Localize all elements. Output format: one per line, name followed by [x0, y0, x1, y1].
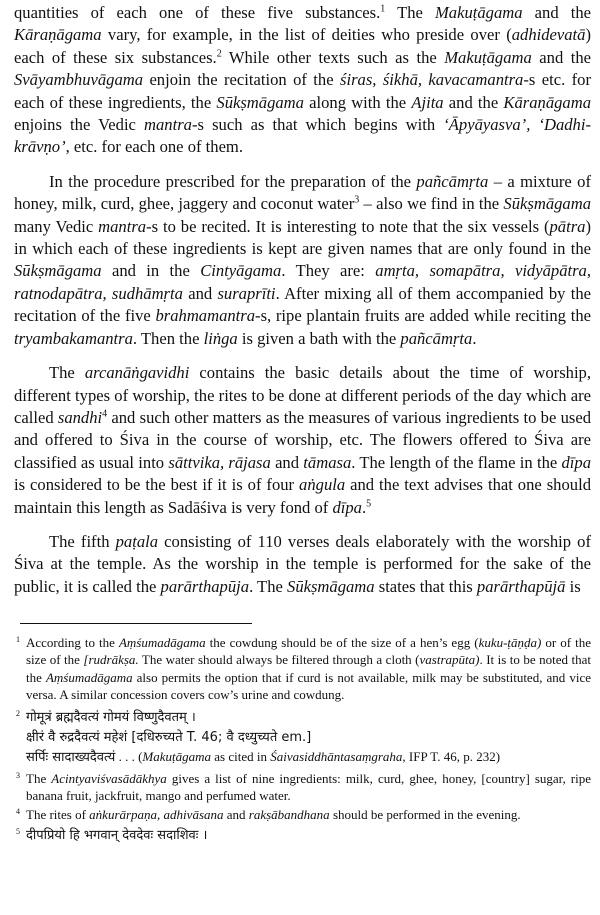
paragraph-3	[14, 362, 591, 519]
text: and the	[443, 92, 504, 112]
text: . Then the	[132, 328, 204, 348]
text: The water should always be filtered through a cloth (	[138, 652, 420, 668]
italic-term: parārthapūjā	[476, 576, 566, 596]
italic-term: pañcāmṛta	[416, 171, 489, 191]
italic-term: arcanāṅgavidhi	[84, 363, 190, 383]
italic-term: Sūkṣmāgama	[14, 261, 102, 281]
italic-term: kuku-ṭāṇḍa)	[478, 635, 542, 651]
italic-term: liṅga	[203, 328, 238, 348]
text: and the	[531, 47, 591, 67]
text: contains the basic details about the time of worship, different types of worship, the rites to be done at different periods of the day which are called	[14, 363, 592, 427]
footnote-2	[16, 708, 591, 767]
text: states that this	[374, 576, 477, 596]
text: According to the	[26, 635, 119, 651]
text: . . . (	[115, 749, 143, 765]
paragraph-2	[14, 171, 591, 350]
italic-term: Makuṭāgama	[434, 3, 523, 22]
text: quantities of each one of these five substances.	[14, 3, 381, 22]
italic-term: dīpa	[332, 497, 362, 517]
italic-term: Kāraṇāgama	[503, 92, 591, 112]
italic-term: parārthapūja	[160, 576, 250, 596]
text: also permits the option that if curd is not available, milk may be substituted, and vice versa. A similar concession covers cow’s urine and cowdung.	[26, 669, 591, 702]
text: The rites of	[26, 806, 90, 822]
footnote-ref-3: 3	[354, 194, 360, 206]
italic-term: rakṣābandhana	[248, 806, 330, 822]
italic-term: Makuṭāgama	[444, 47, 532, 67]
text: . After mixing all of them accompanied by the recitation of the five	[14, 283, 591, 326]
italic-term: paṭala	[115, 531, 159, 551]
text: , IFP T. 46, p. 232)	[402, 749, 501, 765]
paragraph-4	[14, 531, 591, 598]
italic-term: Aṃśumadāgama	[118, 635, 206, 651]
text: .	[472, 328, 477, 348]
text: is considered to be the best if it is of four	[14, 475, 300, 495]
italic-term: tāmasa	[303, 452, 352, 472]
text: or of the size of the	[26, 635, 592, 668]
italic-term: brahmamantra	[155, 306, 256, 326]
text: should be performed in the evening.	[329, 806, 521, 822]
italic-term: Sūkṣmāgama	[287, 576, 375, 596]
text: ) each of these six substances.	[14, 25, 591, 67]
verse-line-2	[26, 728, 591, 746]
text: enjoins the Vedic	[14, 115, 145, 135]
footnote-ref-5: 5	[366, 498, 372, 509]
italic-term: Kāraṇāgama	[14, 25, 102, 45]
devanagari-verse: क्षीरं वै रुद्रदैवत्यं महेशं	[26, 730, 132, 746]
italic-term: ‘Āpyāyasva’, ‘Dadhi-krāvṇo’	[14, 115, 591, 157]
text: – also we find in the	[359, 194, 504, 214]
italic-term: sāttvika, rājasa	[168, 452, 271, 472]
footnote-4	[16, 806, 591, 823]
text: and	[182, 283, 218, 303]
italic-term: Acintyaviśvasādākhya	[51, 770, 167, 786]
italic-term: sandhi	[57, 407, 103, 427]
text: vary, for example, in the list of deities who preside over (	[101, 25, 512, 45]
text: and	[223, 806, 249, 822]
text: . They are:	[281, 261, 376, 281]
text: along with the	[303, 92, 412, 112]
italic-term: mantra	[98, 216, 147, 236]
verse-line-1	[16, 708, 591, 726]
italic-term: Sūkṣmāgama	[216, 92, 304, 112]
italic-term: mantra	[144, 115, 192, 135]
devanagari-verse: दीपप्रियो हि भगवान् देवदेवः सदाशिवः ।	[26, 828, 208, 844]
text: ) in which each of these ingredients is kept are given names that are only found in the	[14, 216, 591, 259]
footnotes	[14, 634, 591, 844]
footnote-number: 5	[16, 827, 20, 837]
text: as cited in	[211, 749, 271, 765]
text: The fifth	[49, 531, 116, 551]
italic-term: vastrapūta)	[419, 652, 480, 668]
italic-term: Aṃśumadāgama	[45, 669, 133, 685]
italic-term: Ajita	[411, 92, 444, 112]
text: , etc. for each one of them.	[65, 137, 243, 157]
text: While other texts such as the	[221, 47, 445, 67]
text: is	[565, 576, 581, 596]
text: . It is to be noted that the	[26, 652, 592, 685]
text: -s etc. for each of these ingredients, the	[14, 70, 591, 112]
text: -s such as that which begins with	[191, 115, 444, 135]
italic-term: śiras, śikhā, kavacamantra	[340, 70, 524, 90]
footnote-ref-1: 1	[380, 3, 386, 15]
footnote-number: 2	[16, 708, 20, 718]
italic-term: suraprīti	[217, 283, 276, 303]
italic-term: pañcāmṛta	[400, 328, 473, 348]
footnote-number: 1	[16, 635, 20, 645]
text: In the procedure prescribed for the preparation of the	[49, 171, 417, 191]
footnote-3	[16, 770, 591, 804]
text: -s, ripe plantain fruits are added while reciting the	[255, 306, 591, 326]
text: and the	[522, 3, 592, 22]
verse-line-3	[26, 748, 591, 766]
text: and the text advises that one should maintain this length as Sadāśiva is very fond of	[14, 475, 591, 517]
italic-term: aṅkurārpaṇa, adhivāsana	[89, 806, 224, 822]
footnote-divider	[20, 623, 252, 624]
footnote-number: 3	[16, 770, 20, 780]
italic-term: dīpa	[561, 452, 592, 472]
text: and	[270, 452, 304, 472]
text: . The length of the flame in the	[351, 452, 562, 472]
text: many Vedic	[14, 216, 99, 236]
text: and in the	[101, 261, 201, 281]
italic-term: amṛta, somapātra, vidyāpātra, ratnodapātra, sudhāmṛta	[14, 261, 592, 303]
text: .	[361, 497, 367, 517]
text: and such other matters as the measures of various ingredients to be used and offered to Śiva in the course of worship, etc. The flowers offered to Śiva are classified as usual into	[14, 407, 591, 472]
footnote-ref-4: 4	[102, 408, 108, 420]
text: The	[385, 3, 435, 22]
text: the cowdung should be of the size of a hen’s egg (	[205, 635, 479, 651]
text: . The	[249, 576, 288, 596]
text: The	[26, 770, 52, 786]
italic-term: Sūkṣmāgama	[503, 194, 591, 214]
text: consisting of 110 verses deals elaborately with the worship of Śiva at the temple. As the worship in the temple is performed for the sake of the public, it is called the	[14, 531, 592, 596]
devanagari-verse: सर्पिः सादाख्यदैवत्यं	[26, 750, 116, 766]
text: The	[49, 363, 85, 383]
italic-term: tryambakamantra	[14, 328, 133, 348]
footnote-5	[16, 826, 591, 844]
italic-term: Śaivasiddhāntasaṃgraha	[270, 749, 403, 765]
italic-term: [rudrākṣa.	[83, 652, 139, 668]
italic-term: pātra	[549, 216, 586, 236]
text: gives a list of nine ingredients: milk, curd, ghee, honey, [country] sugar, ripe banana fruit, jackfruit, mango and perfumed water.	[26, 770, 591, 803]
footnote-number: 4	[16, 806, 20, 816]
footnote-1	[16, 634, 592, 703]
text: is given a bath with the	[237, 328, 401, 348]
text: enjoin the recitation of the	[143, 70, 340, 90]
text: -s to be recited. It is interesting to note that the six vessels (	[146, 216, 550, 236]
italic-term: adhidevatā	[511, 25, 586, 45]
italic-term: Svāyambhuvāgama	[14, 70, 144, 90]
editorial-note: [दधिरुच्यते T. 46; वै दध्युच्यते em.]	[131, 730, 312, 746]
italic-term: Cintyāgama	[200, 261, 282, 281]
paragraph-1	[14, 2, 591, 159]
italic-term: Makuṭāgama	[142, 749, 212, 765]
text: – a mixture of honey, milk, curd, ghee, jaggery and coconut water	[14, 171, 591, 214]
footnote-ref-2: 2	[216, 48, 222, 60]
devanagari-verse: गोमूत्रं ब्रह्मदैवत्यं गोमयं विष्णुदैवतम् ।	[26, 709, 196, 725]
italic-term: aṅgula	[299, 475, 346, 495]
